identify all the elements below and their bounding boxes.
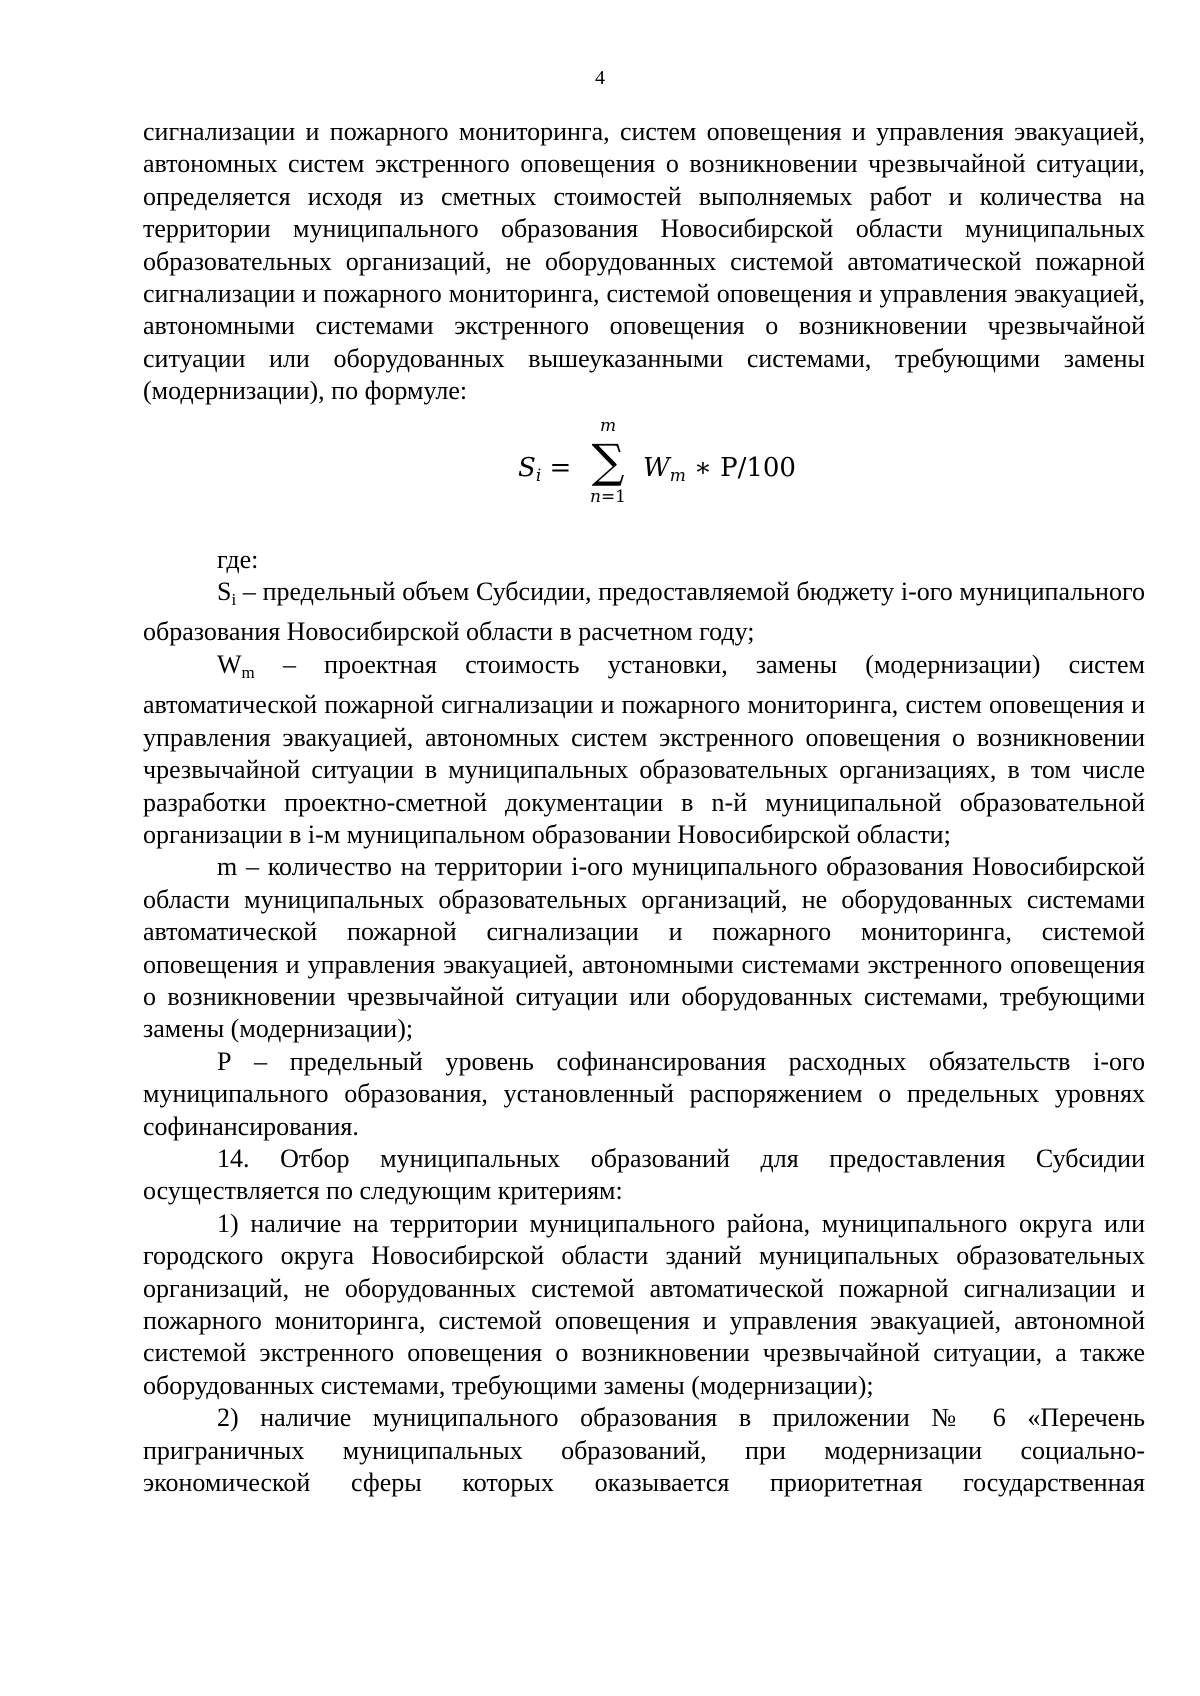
paragraph-where — [143, 544, 1145, 576]
definition-m — [143, 851, 1145, 1045]
formula-term-symbol: W — [643, 452, 670, 483]
where-label: где: — [217, 544, 259, 574]
formula-summation — [578, 416, 638, 508]
formula-term-subscript: m — [669, 465, 686, 486]
criterion-2: 2) наличие муниципального образования в приложении № 6 «Перечень приграничных муниципальных образований, при модернизации социально-экономической сферы которых оказывается приоритетная государственная — [143, 1403, 1145, 1498]
formula-factor: P — [720, 452, 738, 483]
formula-rhs — [643, 452, 796, 492]
definition-text: – проектная стоимость установки, замены (модернизации) систем автоматической пожарной сигнализации и пожарного мониторинга, систем оповещения и управления эвакуацией, автономных систем экстренного оповещения о возникновении чрезвычайной ситуации в муниципальных образовательных организациях, в том числе разработки проектно-сметной документации в n-й муниципальной образовательной организации в i-м муниципальном образовании Новосибирской области; — [143, 649, 1145, 849]
definition-text: – количество на территории i-ого муниципального образования Новосибирской области муниципальных образовательных организаций, не оборудованных системами автоматической пожарной сигнализации и пожарного мониторинга, системой оповещения и управления эвакуацией, автономными системами экстренного оповещения о возникновении чрезвычайной ситуации или оборудованных системами, требующими замены (модернизации); — [143, 852, 1145, 1044]
sum-lower-limit — [578, 486, 638, 508]
formula-lhs-subscript: i — [535, 465, 542, 486]
sum-lower-var: n — [589, 486, 601, 507]
definition-symbol: W — [217, 649, 242, 679]
definition-p — [143, 1046, 1145, 1143]
page-number: 4 — [595, 67, 605, 89]
definition-text: – предельный объем Субсидии, предоставляемой бюджету i-ого муниципального образования Новосибирской области в расчетном году; — [143, 577, 1145, 647]
paragraph-formula-intro: сигнализации и пожарного мониторинга, систем оповещения и управления эвакуацией, автономных систем экстренного оповещения о возникновении чрезвычайной ситуации, определяется исходя из сметных стоимостей выполняемых работ и количества на территории муниципального образования Новосибирской области муниципальных образовательных организаций, не оборудованных системой автоматической пожарной сигнализации и пожарного мониторинга, системой оповещения и управления эвакуацией, автономными системами экстренного оповещения о возникновении чрезвычайной ситуации или оборудованных вышеуказанными системами, требующими замены (модернизации), по формуле: — [143, 117, 1145, 406]
definition-subscript: i — [231, 590, 237, 610]
formula-equals: = — [549, 452, 572, 483]
definition-subscript: m — [241, 662, 255, 682]
formula-block — [143, 408, 1145, 544]
sum-upper-limit: m — [599, 415, 617, 436]
definition-symbol: m — [217, 852, 238, 882]
definition-symbol: Р — [217, 1046, 232, 1076]
sum-lower-rest: =1 — [600, 486, 626, 507]
definition-symbol: S — [217, 577, 232, 607]
formula-lhs-symbol: S — [518, 452, 536, 483]
formula-lhs — [518, 452, 571, 492]
definition-si — [143, 576, 1145, 649]
definition-wm — [143, 649, 1145, 851]
definition-text: – предельный уровень софинансирования расходных обязательств i-ого муниципального образования, установленный распоряжением о предельных уровнях софинансирования. — [143, 1046, 1145, 1141]
criterion-1: 1) наличие на территории муниципального района, муниципального округа или городского округа Новосибирской области зданий муниципальных образовательных организаций, не оборудованных системой автоматической пожарной сигнализации и пожарного мониторинга, системой оповещения и управления эвакуацией, автономной системой экстренного оповещения о возникновении чрезвычайной ситуации, а также оборудованных системами, требующими замены (модернизации); — [143, 1208, 1145, 1400]
formula-operator: ∗ — [685, 452, 721, 483]
formula-divisor: /100 — [737, 452, 796, 483]
sigma-symbol: ∑ — [591, 433, 625, 488]
document-body — [143, 116, 1145, 1499]
section-14-intro: 14. Отбор муниципальных образований для предоставления Субсидии осуществляется по следующим критериям: — [143, 1143, 1145, 1206]
